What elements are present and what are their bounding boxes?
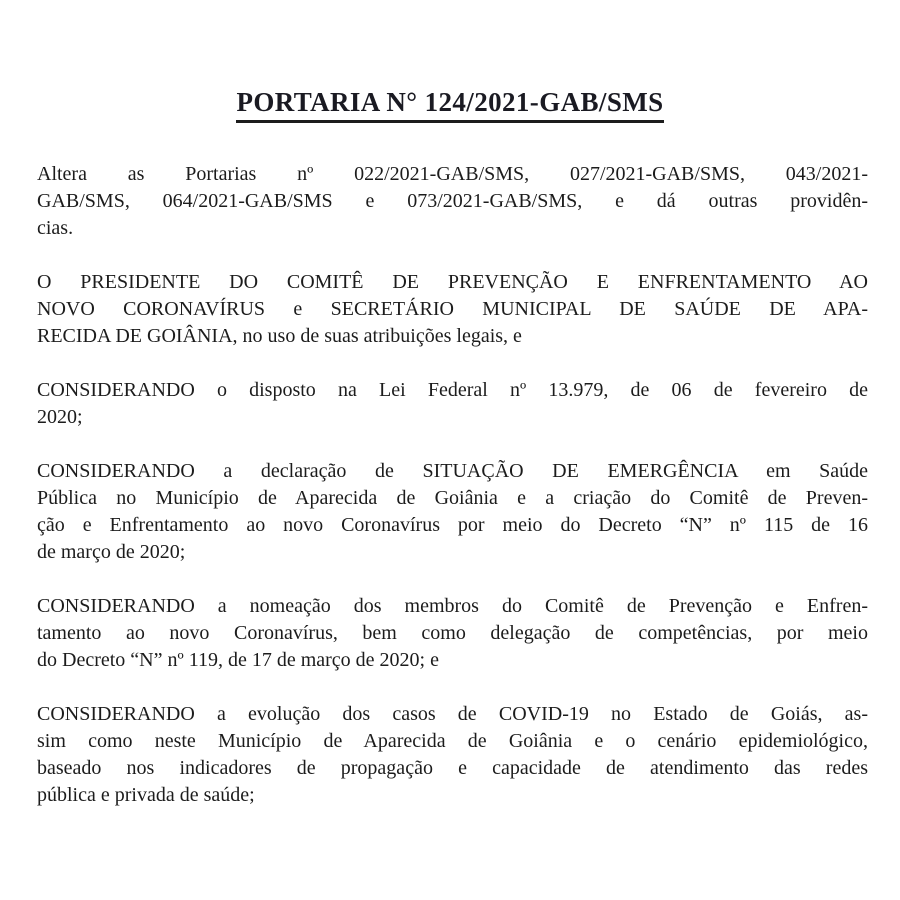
- text-line: pública e privada de saúde;: [37, 783, 255, 806]
- text-line: Altera as Portarias nº 022/2021-GAB/SMS, 027/2021-GAB/SMS, 043/2021-: [37, 162, 868, 185]
- document-body: [37, 161, 868, 809]
- document-title: PORTARIA N° 124/2021-GAB/SMS: [236, 88, 663, 123]
- text-line: RECIDA DE GOIÂNIA, no uso de suas atribuições legais, e: [37, 324, 522, 347]
- text-line: 2020;: [37, 405, 83, 428]
- text-line: baseado nos indicadores de propagação e capacidade de atendimento das redes: [37, 756, 868, 779]
- text-line: sim como neste Município de Aparecida de Goiânia e o cenário epidemiológico,: [37, 729, 868, 752]
- text-line: CONSIDERANDO a declaração de SITUAÇÃO DE EMERGÊNCIA em Saúde: [37, 459, 868, 482]
- text-line: CONSIDERANDO a evolução dos casos de COVID-19 no Estado de Goiás, as-: [37, 702, 868, 725]
- text-line: ção e Enfrentamento ao novo Coronavírus por meio do Decreto “N” nº 115 de 16: [37, 513, 868, 536]
- text-line: cias.: [37, 216, 74, 239]
- text-line: do Decreto “N” nº 119, de 17 de março de 2020; e: [37, 648, 439, 671]
- document-header: [0, 88, 900, 123]
- paragraph: [37, 701, 868, 809]
- text-line: tamento ao novo Coronavírus, bem como delegação de competências, por meio: [37, 621, 868, 644]
- text-line: Pública no Município de Aparecida de Goiânia e a criação do Comitê de Preven-: [37, 486, 868, 509]
- text-line: GAB/SMS, 064/2021-GAB/SMS e 073/2021-GAB/SMS, e dá outras providên-: [37, 189, 868, 212]
- paragraph: [37, 161, 868, 242]
- text-line: CONSIDERANDO o disposto na Lei Federal nº 13.979, de 06 de fevereiro de: [37, 378, 868, 401]
- text-line: CONSIDERANDO a nomeação dos membros do Comitê de Prevenção e Enfren-: [37, 594, 868, 617]
- text-line: NOVO CORONAVÍRUS e SECRETÁRIO MUNICIPAL DE SAÚDE DE APA-: [37, 297, 868, 320]
- paragraph: [37, 269, 868, 350]
- paragraph: [37, 377, 868, 431]
- paragraph: [37, 593, 868, 674]
- text-line: de março de 2020;: [37, 540, 186, 563]
- text-line: O PRESIDENTE DO COMITÊ DE PREVENÇÃO E ENFRENTAMENTO AO: [37, 270, 868, 293]
- paragraph: [37, 458, 868, 566]
